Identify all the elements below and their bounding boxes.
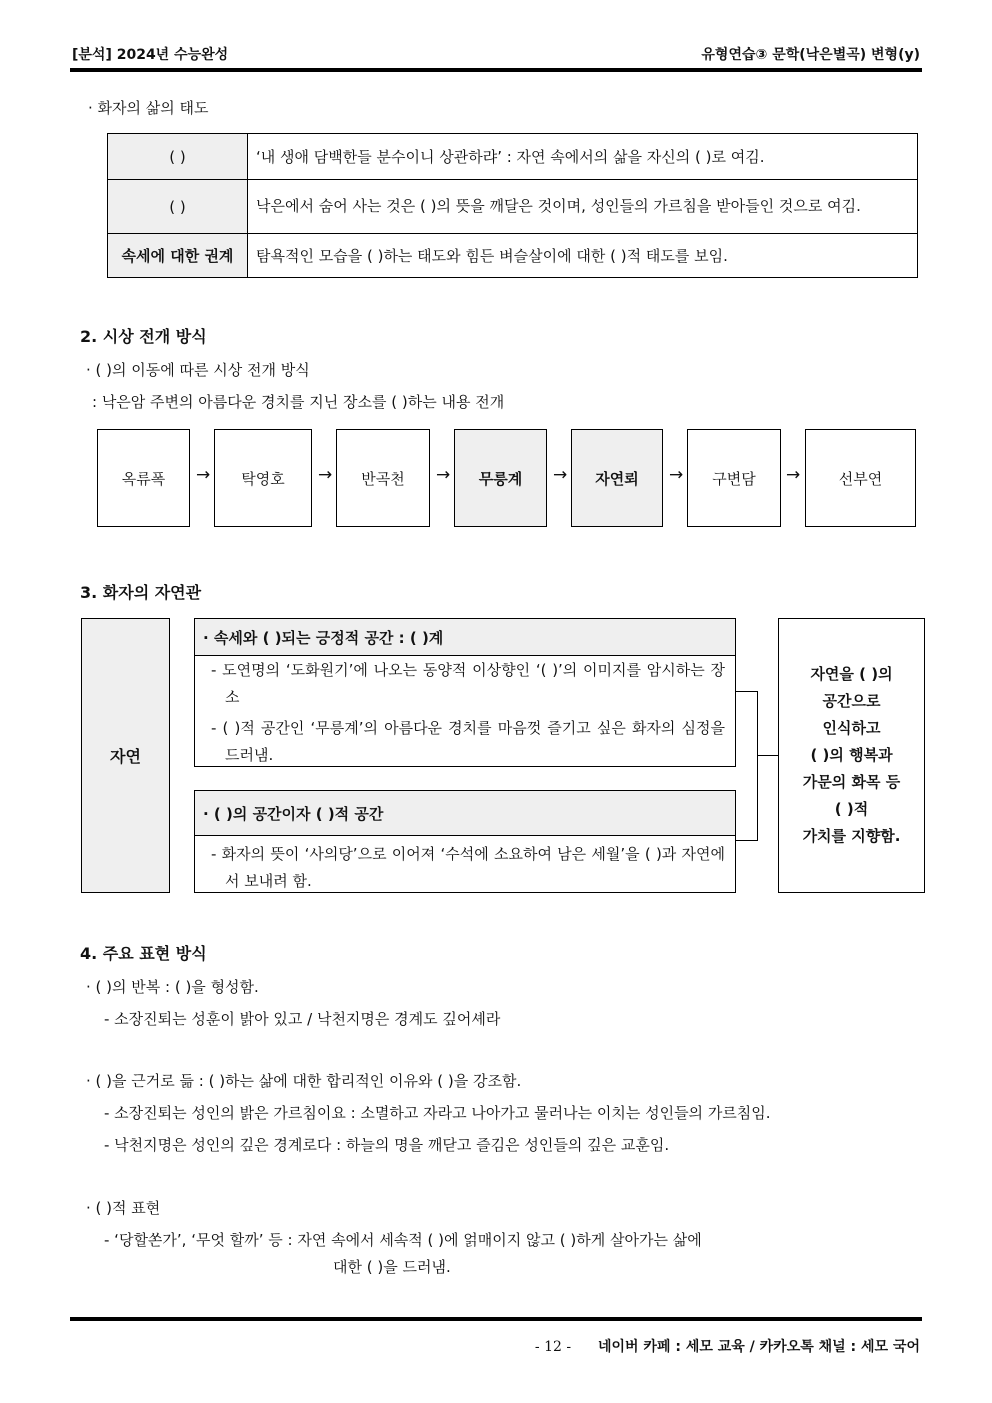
top-rule — [70, 68, 922, 72]
nature-label: 자연 — [81, 618, 170, 893]
summary-line: 공간으로 — [822, 692, 881, 710]
arrow-icon: → — [553, 465, 568, 485]
connector-line — [757, 755, 778, 756]
bottom-rule — [70, 1317, 922, 1321]
box-heading: · ( )의 공간이자 ( )적 공간 — [195, 791, 735, 836]
arrow-icon: → — [318, 465, 333, 485]
summary-line: 가치를 지향함. — [802, 827, 901, 845]
table-key-cell: ( ) — [108, 134, 248, 180]
section-title: 3. 화자의 자연관 — [80, 583, 202, 602]
summary-line: ( )적 — [834, 800, 869, 818]
connector-line — [757, 691, 758, 841]
place-box: 선부연 — [805, 429, 916, 527]
table-value-cell: 탐욕적인 모습을 ( )하는 태도와 힘든 벼슬살이에 대한 ( )적 태도를 보임. — [248, 234, 918, 278]
summary-line: 자연을 ( )의 — [810, 665, 893, 683]
expr-bullet: · ( )적 표현 — [86, 1199, 161, 1217]
summary-line: ( )의 행복과 — [810, 746, 893, 764]
connector-line — [735, 691, 757, 692]
table-key-cell: ( ) — [108, 180, 248, 234]
footer — [535, 1336, 920, 1356]
box-line: - ( )적 공간인 ‘무릉계’의 아름다운 경치를 마음껏 즐기고 싶은 화자의 심정을 드러냄. — [211, 719, 725, 764]
attitude-table — [107, 133, 918, 278]
arrow-icon: → — [436, 465, 451, 485]
table-row — [108, 180, 918, 234]
table-key-cell: 속세에 대한 권계 — [108, 234, 248, 278]
nature-view-summary — [778, 618, 925, 893]
summary-line: 인식하고 — [822, 719, 881, 737]
table-row — [108, 134, 918, 180]
table-value-cell: 낙은에서 숨어 사는 것은 ( )의 뜻을 깨달은 것이며, 성인들의 가르침을 받아들인 것으로 여김. — [248, 180, 918, 234]
expr-bullet: · ( )을 근거로 듦 : ( )하는 삶에 대한 합리적인 이유와 ( )을 강조함. — [86, 1072, 522, 1090]
place-box: 옥류폭 — [97, 429, 190, 527]
section2-bullet: · ( )의 이동에 따른 시상 전개 방식 — [86, 361, 310, 379]
expr-line: - 낙천지명은 성인의 깊은 경계로다 : 하늘의 명을 깨닫고 즐김은 성인들의 깊은 교훈임. — [104, 1136, 670, 1154]
expr-line: 대한 ( )을 드러냄. — [333, 1258, 451, 1276]
attitude-heading: · 화자의 삶의 태도 — [88, 99, 209, 117]
section-title: 4. 주요 표현 방식 — [80, 944, 207, 963]
place-box: 무릉계 — [454, 429, 547, 527]
arrow-icon: → — [786, 465, 801, 485]
header-right: 유형연습③ 문학(낙은별곡) 변형(y) — [701, 47, 920, 63]
expr-bullet: · ( )의 반복 : ( )을 형성함. — [86, 978, 259, 996]
place-flow — [97, 429, 917, 527]
place-box: 반곡천 — [336, 429, 430, 527]
positive-space-box — [194, 618, 736, 767]
place-box: 자연뢰 — [571, 429, 663, 527]
section-title: 2. 시상 전개 방식 — [80, 327, 207, 346]
expr-line: - 소장진퇴는 성훈이 밝아 있고 / 낙천지명은 경계도 깊어셰라 — [104, 1010, 501, 1028]
table-value-cell: ‘내 생애 담백한들 분수이니 상관하랴’ : 자연 속에서의 삶을 자신의 ( )로 여김. — [248, 134, 918, 180]
arrow-icon: → — [196, 465, 211, 485]
arrow-icon: → — [669, 465, 684, 485]
summary-line: 가문의 화목 등 — [802, 773, 901, 791]
table-row — [108, 234, 918, 278]
box-line: - 화자의 뜻이 ‘사의당’으로 이어져 ‘수석에 소요하여 남은 세월’을 ( )과 자연에서 보내려 함. — [211, 845, 725, 890]
place-box: 구변담 — [687, 429, 781, 527]
connector-line — [735, 840, 757, 841]
box-line: - 도연명의 ‘도화원기’에 나오는 동양적 이상향인 ‘( )’의 이미지를 암시하는 장소 — [211, 661, 725, 706]
place-box: 탁영호 — [214, 429, 312, 527]
rest-space-box — [194, 790, 736, 893]
header-left: [분석] 2024년 수능완성 — [72, 47, 229, 63]
expr-line: - 소장진퇴는 성인의 밝은 가르침이요 : 소멸하고 자라고 나아가고 물러나는 이치는 성인들의 가르침임. — [104, 1104, 771, 1122]
page-number: - 12 - — [534, 1339, 572, 1355]
expr-line: - ‘당할쏜가’, ‘무엇 할까’ 등 : 자연 속에서 세속적 ( )에 얽매이지 않고 ( )하게 살아가는 삶에 — [104, 1231, 702, 1249]
footer-channel: 네이버 카페 : 세모 교육 / 카카오톡 채널 : 세모 국어 — [597, 1339, 920, 1355]
section2-desc: : 낙은암 주변의 아름다운 경치를 지닌 장소를 ( )하는 내용 전개 — [92, 393, 505, 411]
box-heading: · 속세와 ( )되는 긍정적 공간 : ( )계 — [195, 619, 735, 656]
